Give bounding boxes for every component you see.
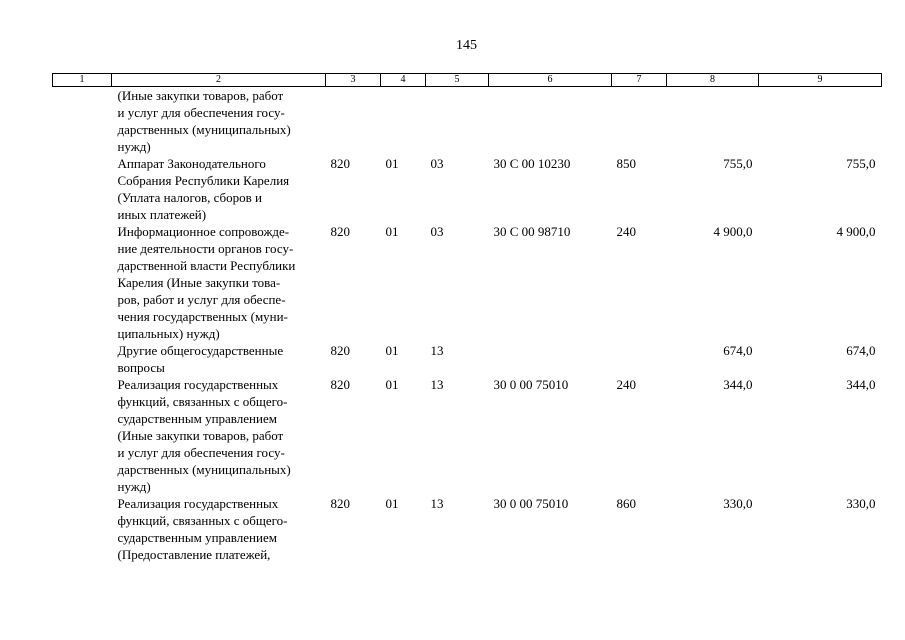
item-name-line: Другие общегосударственные <box>117 343 284 358</box>
target-article-cell <box>489 87 612 156</box>
item-name-line: ципальных) нужд) <box>117 326 220 341</box>
target-article-cell: 30 С 00 10230 <box>493 156 571 171</box>
table-row <box>53 376 882 495</box>
amount-year-2-cell: 330,0 <box>846 496 876 511</box>
column-number-6: 6 <box>489 74 612 87</box>
item-name-line: Карелия (Иные закупки това- <box>117 275 281 290</box>
row-number-cell <box>53 87 112 156</box>
item-name-cell <box>112 376 326 495</box>
item-name-cell <box>112 342 326 376</box>
subsection-code-cell <box>426 87 489 156</box>
item-name-line: чения государственных (муни- <box>117 309 288 324</box>
page-number: 145 <box>456 38 477 53</box>
section-code-cell: 01 <box>385 343 399 358</box>
table-row <box>53 495 882 563</box>
expense-type-cell <box>612 342 667 376</box>
ministry-code-cell: 820 <box>330 496 350 511</box>
subsection-code-cell: 13 <box>430 343 444 358</box>
amount-year-1-cell: 344,0 <box>723 377 753 392</box>
row-number-cell <box>53 155 112 223</box>
table-row <box>53 342 882 376</box>
item-name-cell <box>112 155 326 223</box>
column-number-9: 9 <box>759 74 882 87</box>
amount-year-1-cell: 755,0 <box>723 156 753 171</box>
item-name-line: дарственных (муниципальных) <box>117 462 291 477</box>
ministry-code-cell <box>326 87 381 156</box>
target-article-cell: 30 0 00 75010 <box>493 377 569 392</box>
section-code-cell: 01 <box>385 224 399 239</box>
table-row <box>53 223 882 342</box>
item-name-line: ров, работ и услуг для обеспе- <box>117 292 286 307</box>
table-row <box>53 87 882 156</box>
item-name-cell <box>112 495 326 563</box>
item-name-line: иных платежей) <box>117 207 207 222</box>
expense-type-cell: 240 <box>616 377 636 392</box>
column-number-8: 8 <box>667 74 759 87</box>
row-number-cell <box>53 223 112 342</box>
item-name-line: и услуг для обеспечения госу- <box>117 105 285 120</box>
target-article-cell <box>489 342 612 376</box>
expense-type-cell <box>612 87 667 156</box>
ministry-code-cell: 820 <box>330 224 350 239</box>
item-name-line: вопросы <box>117 360 165 375</box>
target-article-cell: 30 0 00 75010 <box>493 496 569 511</box>
item-name-line: (Предоставление платежей, <box>117 547 271 562</box>
section-code-cell: 01 <box>385 496 399 511</box>
subsection-code-cell: 13 <box>430 496 444 511</box>
amount-year-2-cell: 755,0 <box>846 156 876 171</box>
expense-type-cell: 240 <box>616 224 636 239</box>
subsection-code-cell: 03 <box>430 156 444 171</box>
amount-year-1-cell: 330,0 <box>723 496 753 511</box>
row-number-cell <box>53 342 112 376</box>
item-name-line: функций, связанных с общего- <box>117 513 288 528</box>
table-row <box>53 155 882 223</box>
column-number-4: 4 <box>381 74 426 87</box>
item-name-line: (Иные закупки товаров, работ <box>117 88 284 103</box>
item-name-line: Собрания Республики Карелия <box>117 173 290 188</box>
row-number-cell <box>53 376 112 495</box>
amount-year-1-cell: 4 900,0 <box>713 224 753 239</box>
item-name-line: дарственной власти Республики <box>117 258 296 273</box>
amount-year-2-cell: 674,0 <box>846 343 876 358</box>
ministry-code-cell: 820 <box>330 343 350 358</box>
column-number-2: 2 <box>112 74 326 87</box>
amount-year-1-cell: 674,0 <box>723 343 753 358</box>
item-name-line: Аппарат Законодательного <box>117 156 266 171</box>
item-name-line: нужд) <box>117 139 151 154</box>
column-number-3: 3 <box>326 74 381 87</box>
item-name-line: Реализация государственных <box>117 496 279 511</box>
item-name-line: (Уплата налогов, сборов и <box>117 190 262 205</box>
item-name-line: Информационное сопровожде- <box>117 224 290 239</box>
row-number-cell <box>53 495 112 563</box>
expense-type-cell: 850 <box>616 156 636 171</box>
table-body <box>53 87 882 564</box>
amount-year-2-cell: 344,0 <box>846 377 876 392</box>
item-name-cell <box>112 223 326 342</box>
item-name-line: функций, связанных с общего- <box>117 394 288 409</box>
column-number-1: 1 <box>53 74 112 87</box>
item-name-line: ние деятельности органов госу- <box>117 241 294 256</box>
expense-type-cell: 860 <box>616 496 636 511</box>
ministry-code-cell: 820 <box>330 377 350 392</box>
section-code-cell: 01 <box>385 377 399 392</box>
ministry-code-cell: 820 <box>330 156 350 171</box>
item-name-cell <box>112 87 326 156</box>
amount-year-2-cell <box>759 87 882 156</box>
item-name-line: и услуг для обеспечения госу- <box>117 445 285 460</box>
budget-table <box>52 73 882 563</box>
target-article-cell: 30 С 00 98710 <box>493 224 571 239</box>
item-name-line: сударственным управлением <box>117 411 277 426</box>
column-number-5: 5 <box>426 74 489 87</box>
item-name-line: (Иные закупки товаров, работ <box>117 428 284 443</box>
column-number-7: 7 <box>612 74 667 87</box>
column-number-row <box>53 74 882 87</box>
subsection-code-cell: 03 <box>430 224 444 239</box>
amount-year-2-cell: 4 900,0 <box>836 224 876 239</box>
item-name-line: Реализация государственных <box>117 377 279 392</box>
amount-year-1-cell <box>667 87 759 156</box>
item-name-line: сударственным управлением <box>117 530 277 545</box>
section-code-cell <box>381 87 426 156</box>
item-name-line: нужд) <box>117 479 151 494</box>
section-code-cell: 01 <box>385 156 399 171</box>
subsection-code-cell: 13 <box>430 377 444 392</box>
item-name-line: дарственных (муниципальных) <box>117 122 291 137</box>
